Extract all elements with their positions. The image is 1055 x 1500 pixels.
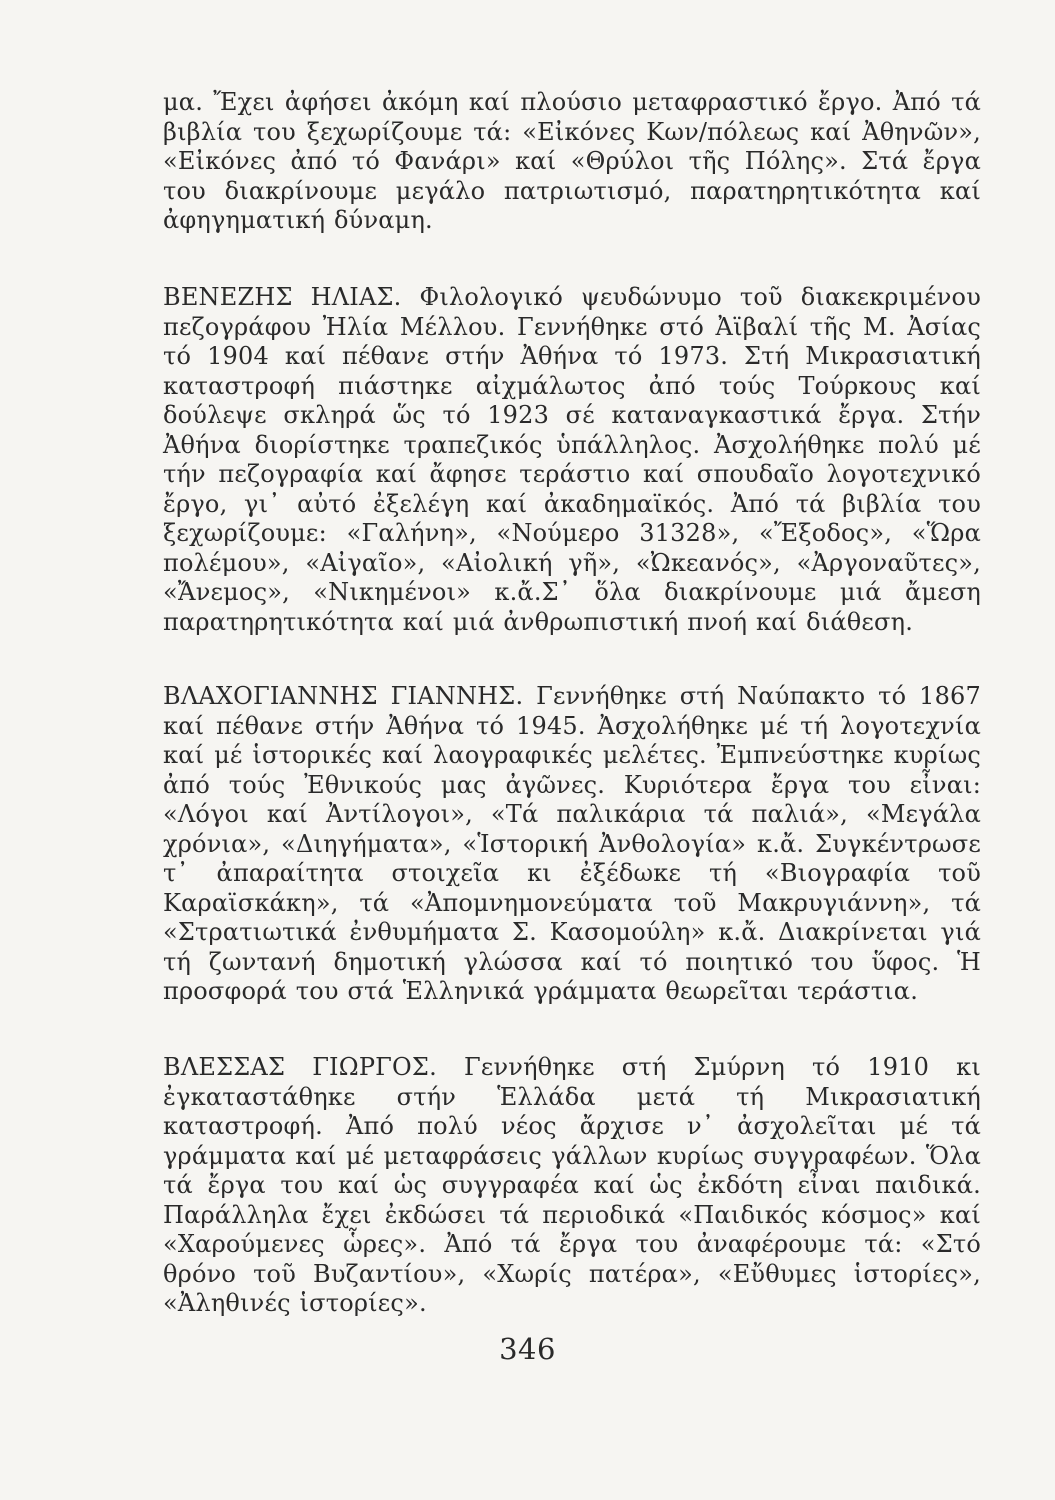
entry-vlachogiannis: [163, 682, 981, 1007]
entry-heading: ΒΛΕΣΣΑΣ ΓΙΩΡΓΟΣ.: [163, 1053, 437, 1081]
entry-paragraph: [163, 682, 981, 1007]
intro-paragraph: [163, 88, 981, 236]
entry-heading: ΒΛΑΧΟΓΙΑΝΝΗΣ ΓΙΑΝΝΗΣ.: [163, 682, 524, 710]
entry-paragraph: [163, 1053, 981, 1319]
entry-heading: ΒΕΝΕΖΗΣ ΗΛΙΑΣ.: [163, 283, 402, 311]
intro-text: μα. Ἔχει ἀφήσει ἀκόμη καί πλούσιο μεταφραστικό ἔργο. Ἀπό τά βιβλία του ξεχωρίζουμε τά: «Εἰκόνες Κων/πόλεως καί Ἀθηνῶν», «Εἰκόνες ἀπό τό Φανάρι» καί «Θρύλοι τῆς Πόλης». Στά ἔργα του διακρίνουμε μεγάλο πατριωτισμό, παρατηρητικότητα καί ἀφηγηματική δύναμη.: [163, 88, 981, 234]
entry-body: Γεννήθηκε στή Σμύρνη τό 1910 κι ἐγκαταστάθηκε στήν Ἑλλάδα μετά τή Μικρασιατική καταστροφή. Ἀπό πολύ νέος ἄρχισε ν᾽ ἀσχολεῖται μέ τά γράμματα καί μέ μεταφράσεις γάλλων κυρίως συγγραφέων. Ὅλα τά ἔργα του καί ὡς συγγραφέα καί ὡς ἐκδότη εἶναι παιδικά. Παράλληλα ἔχει ἐκδώσει τά περιοδικά «Παιδικός κόσμος» καί «Χαρούμενες ὧρες». Ἀπό τά ἔργα του ἀναφέρουμε τά: «Στό θρόνο τοῦ Βυζαντίου», «Χωρίς πατέρα», «Εὔθυμες ἱστορίες», «Ἀληθινές ἱστορίες».: [163, 1053, 981, 1317]
entry-paragraph: [163, 283, 981, 637]
entry-venezis: [163, 283, 981, 637]
entry-vlessas: [163, 1053, 981, 1319]
entry-body: Γεννήθηκε στή Ναύπακτο τό 1867 καί πέθανε στήν Ἀθήνα τό 1945. Ἀσχολήθηκε μέ τή λογοτεχνία καί μέ ἱστορικές καί λαογραφικές μελέτες. Ἐμπνεύστηκε κυρίως ἀπό τούς Ἐθνικούς μας ἀγῶνες. Κυριότερα ἔργα του εἶναι: «Λόγοι καί Ἀντίλογοι», «Τά παλικάρια τά παλιά», «Μεγάλα χρόνια», «Διηγήματα», «Ἱστορική Ἀνθολογία» κ.ἄ. Συγκέντρωσε τ᾽ ἀπαραίτητα στοιχεῖα κι ἐξέδωκε τή «Βιογραφία τοῦ Καραϊσκάκη», τά «Ἀπομνημονεύματα τοῦ Μακρυγιάννη», τά «Στρατιωτικά ἐνθυμήματα Σ. Κασομούλη» κ.ἄ. Διακρίνεται γιά τή ζωντανή δημοτική γλώσσα καί τό ποιητικό του ὕφος. Ἡ προσφορά του στά Ἑλληνικά γράμματα θεωρεῖται τεράστια.: [163, 682, 981, 1005]
entry-body: Φιλολογικό ψευδώνυμο τοῦ διακεκριμένου πεζογράφου Ἠλία Μέλλου. Γεννήθηκε στό Ἀϊβαλί τῆς Μ. Ἀσίας τό 1904 καί πέθανε στήν Ἀθήνα τό 1973. Στή Μικρασιατική καταστροφή πιάστηκε αἰχμάλωτος ἀπό τούς Τούρκους καί δούλεψε σκληρά ὥς τό 1923 σέ καταναγκαστικά ἔργα. Στήν Ἀθήνα διορίστηκε τραπεζικός ὑπάλληλος. Ἀσχολήθηκε πολύ μέ τήν πεζογραφία καί ἄφησε τεράστιο καί σπουδαῖο λογοτεχνικό ἔργο, γι᾽ αὐτό ἐξελέγη καί ἀκαδημαϊκός. Ἀπό τά βιβλία του ξεχωρίζουμε: «Γαλήνη», «Νούμερο 31328», «Ἔξοδος», «Ὥρα πολέμου», «Αἰγαῖο», «Αἰολική γῆ», «Ὠκεανός», «Ἀργοναῦτες», «Ἄνεμος», «Νικημένοι» κ.ἄ.Σ᾽ ὅλα διακρίνουμε μιά ἄμεση παρατηρητικότητα καί μιά ἀνθρωπιστική πνοή καί διάθεση.: [163, 283, 981, 636]
page-number: 346: [499, 1332, 556, 1366]
